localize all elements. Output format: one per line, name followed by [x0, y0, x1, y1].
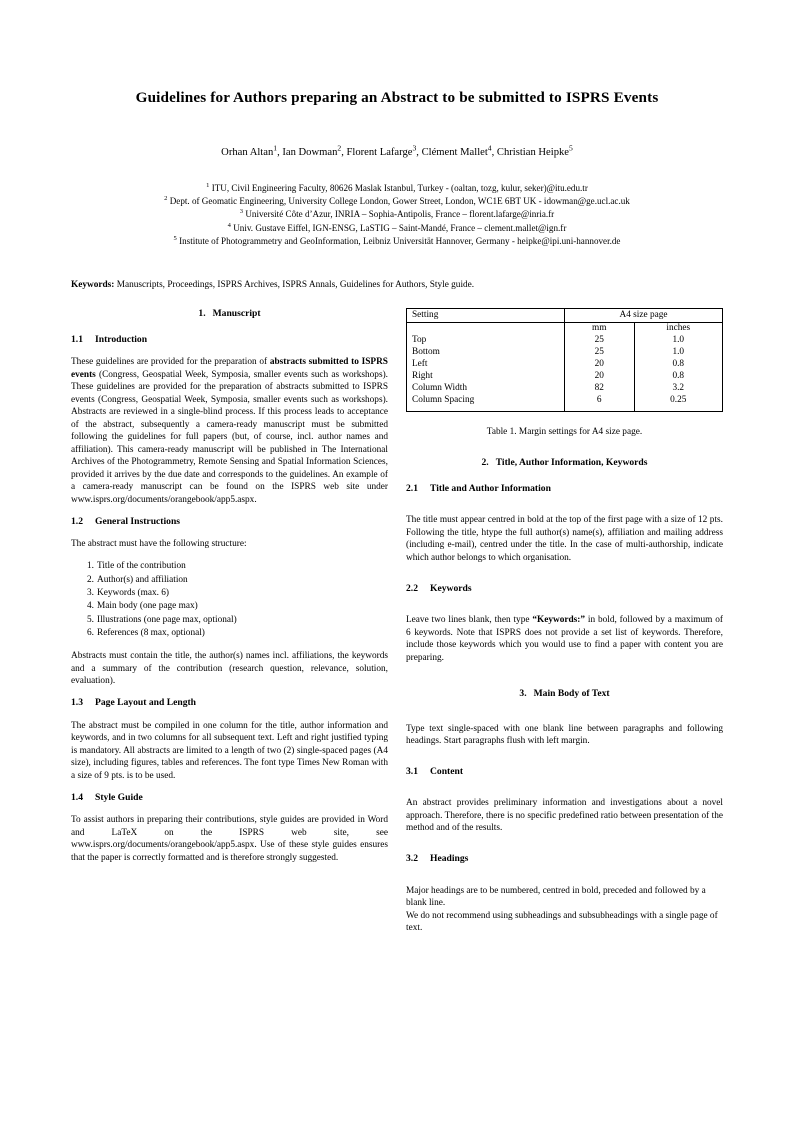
subsection-title: Page Layout and Length [95, 697, 197, 709]
affiliation-text: ITU, Civil Engineering Faculty, 80626 Maslak Istanbul, Turkey - (oaltan, tozg, kulur, seker)@itu.edu.tr [211, 182, 588, 193]
table-row [407, 395, 723, 411]
author-entry [282, 143, 342, 158]
paper-page [71, 0, 723, 1123]
keywords-label: Keywords: [71, 279, 115, 290]
table-cell-inches: 1.0 [634, 335, 722, 347]
heading-section-2 [406, 457, 723, 470]
author-separator: , [277, 147, 283, 158]
table-margin-settings-wrapper [406, 308, 723, 412]
table-header-row [407, 309, 723, 323]
affiliation-text: Dept. of Geomatic Engineering, University College London, Gower Street, London, WC1E 6BT UK - idowman@ge.ucl.ac.uk [169, 196, 630, 207]
paragraph-emphasis: “Keywords:” [532, 615, 586, 626]
section-title: Main Body of Text [533, 687, 610, 699]
table-caption: Table 1. Margin settings for A4 size page. [486, 426, 643, 437]
table-row [407, 371, 723, 383]
subsection-title: Introduction [95, 333, 148, 345]
affiliation-marker: 3 [239, 208, 244, 216]
subsection-title: Style Guide [95, 791, 143, 803]
author-affiliation-marker: 2 [337, 143, 342, 153]
subsection-number: 1.3 [71, 697, 83, 709]
heading-section-3-1 [406, 766, 723, 779]
table-subheader-inches: inches [634, 322, 722, 334]
right-column [406, 308, 723, 944]
affiliation-text: Univ. Gustave Eiffel, IGN-ENSG, LaSTIG – Saint-Mandé, France – clement.mallet@ign.fr [233, 222, 567, 233]
author-name: Clément Mallet [421, 147, 488, 158]
section-number: 1. [198, 308, 206, 319]
author-name: Ian Dowman [282, 147, 338, 158]
spacer [406, 605, 723, 614]
table-cell-mm: 25 [565, 335, 635, 347]
author-entry [496, 143, 573, 158]
spacer [406, 788, 723, 797]
author-affiliation-marker: 5 [569, 143, 573, 153]
page-title: Guidelines for Authors preparing an Abstract to be submitted to ISPRS Events [135, 89, 659, 106]
paragraph-emphasis: abstracts submitted to ISPRS events [71, 357, 388, 380]
affiliation-text: Institute of Photogrammetry and GeoInformation, Leibniz Universität Hannover, Germany - heipke@ipi.uni-hannover.de [179, 236, 621, 247]
affiliation-item [71, 208, 723, 221]
affiliation-item [71, 222, 723, 235]
paragraph-text-part: (Congress, Geospatial Week, Symposia, smaller events such as workshops). These guidelines are provided for the preparation of abstracts submitted to ISPRS events (Congress, Geospatial Week, Symposia, smaller events such as workshops). Abstracts are reviewed in a single-blind process. If this process leads to acceptance of the abstract, subsequently a camera-ready manuscript must be submitted following the guidelines for full papers (but, of course, incl. author names and affiliation). This camera-ready manuscript will be published in The International Archives of the Photogrammetry, Remote Sensing and Spatial Information Sciences, provided it arrives by the due date and corresponds to the guidelines. An example of a camera-ready manuscript can be found on the ISPRS web site under www.isprs.org/documents/orangebook/app5.aspx. [71, 369, 388, 505]
author-separator: , [341, 147, 347, 158]
affiliation-text: Université Côte d’Azur, INRIA – Sophia-Antipolis, France – florent.lafarge@inria.fr [245, 209, 555, 220]
table-cell-inches: 0.25 [634, 395, 722, 411]
section-number: 3. [519, 687, 527, 699]
table-margin-settings [406, 308, 723, 412]
table-cell-inches: 0.8 [634, 359, 722, 371]
table-cell-setting: Right [407, 371, 565, 383]
author-list [71, 143, 723, 160]
body-columns [71, 308, 723, 944]
spacer [406, 876, 723, 885]
list-item: Title of the contribution [97, 561, 186, 572]
keywords-text: Manuscripts, Proceedings, ISPRS Archives, ISPRS Annals, Guidelines for Authors, Style guide. [116, 279, 475, 290]
table-cell-mm: 6 [565, 395, 635, 411]
affiliation-item [71, 235, 723, 248]
list-item: Illustrations (one page max, optional) [97, 614, 237, 625]
subsection-number: 1.4 [71, 791, 83, 803]
structure-list [71, 560, 388, 640]
heading-section-2-1 [406, 483, 723, 496]
affiliation-item [71, 182, 723, 195]
author-entry [346, 143, 417, 158]
subsection-title: Content [430, 766, 464, 778]
spacer [406, 505, 723, 514]
affiliation-marker: 4 [227, 221, 231, 229]
subsection-title: Headings [430, 853, 469, 865]
section-title: Manuscript [212, 308, 261, 319]
affiliation-marker: 5 [173, 235, 177, 243]
left-column [71, 308, 388, 944]
subsection-number: 2.2 [406, 582, 418, 594]
author-entry [421, 143, 492, 158]
heading-section-1 [71, 308, 388, 321]
paragraph-keywords-guidance [406, 614, 723, 664]
list-item: Keywords (max. 6) [97, 587, 170, 598]
keywords-line [71, 279, 723, 291]
table-cell-inches: 0.8 [634, 371, 722, 383]
table-cell-mm: 25 [565, 347, 635, 359]
author-entry [221, 143, 278, 158]
author-name: Orhan Altan [221, 147, 274, 158]
affiliation-list [71, 182, 723, 249]
heading-section-1-2 [71, 516, 388, 529]
spacer [406, 438, 723, 457]
heading-section-3-2 [406, 853, 723, 866]
spacer [406, 574, 723, 583]
table-row [407, 335, 723, 347]
author-name: Christian Heipke [496, 147, 569, 158]
author-separator: , [491, 147, 497, 158]
paragraph-page-layout: The abstract must be compiled in one column for the title, author information and keywords, and in two columns for all subsequent text. Left and right justified typing is mandatory. All abstracts are limited to a length of two (2) single-spaced pages (A4 size), including figures, tables and references. The font type Times New Roman with a size of 9 pts. is to be used. [71, 720, 388, 781]
author-affiliation-marker: 3 [412, 143, 417, 153]
heading-section-1-4 [71, 792, 388, 805]
section-title: Title, Author Information, Keywords [495, 457, 648, 468]
paragraph-content: An abstract provides preliminary information and investigations about a novel approach. Therefore, there is no specific predefined ratio between presentation of the method and of the results. [406, 798, 723, 834]
table-row [407, 359, 723, 371]
table-header-page: A4 size page [565, 309, 723, 323]
paragraph-text-part: These guidelines are provided for the preparation of [71, 357, 270, 368]
paragraph-headings-a: Major headings are to be numbered, centred in bold, preceded and followed by a blank line. [406, 885, 706, 909]
paragraph-main-body-intro: Type text single-spaced with one blank line between paragraphs and following headings. Start paragraphs flush with left margin. [406, 723, 723, 747]
spacer [406, 714, 723, 723]
subsection-number: 2.1 [406, 482, 418, 494]
list-item: Author(s) and affiliation [97, 574, 188, 585]
author-affiliation-marker: 4 [487, 143, 492, 153]
subsection-number: 3.1 [406, 766, 418, 778]
spacer [406, 844, 723, 853]
paragraph-headings-b: We do not recommend using subheadings and subsubheadings with a single page of text. [406, 910, 718, 934]
paragraph-style-guide: To assist authors in preparing their contributions, style guides are provided in Word and LaTeX on the ISPRS web site, see www.isprs.org/documents/orangebook/app5.aspx. Use of these style guides ensures that the paper is correctly formatted and is therefore strongly suggested. [71, 815, 388, 863]
subsection-number: 1.2 [71, 515, 83, 527]
paragraph-text-part: Leave two lines blank, then type [406, 615, 533, 626]
subsection-title: General Instructions [95, 515, 181, 527]
paragraph-title-author-info: The title must appear centred in bold at the top of the first page with a size of 12 pts. Following the title, htype the full author(s) name(s), affiliation and mailing address (including e-mail), centred under the title. In the case of multi-authorship, indicate which author belongs to which organisation. [406, 515, 723, 563]
table-cell-setting: Left [407, 359, 565, 371]
table-cell-mm: 20 [565, 371, 635, 383]
affiliation-marker: 1 [206, 181, 210, 189]
table-subheader-mm: mm [565, 322, 635, 334]
paragraph-text-part: in bold, followed by a maximum of 6 keywords. Note that ISPRS does not provide a set list of keywords. Therefore, include those keywords which you would use to find a paper with content you are preparing. [406, 615, 723, 663]
affiliation-marker: 2 [164, 195, 168, 203]
table-cell-inches: 1.0 [634, 347, 722, 359]
table-cell-mm: 20 [565, 359, 635, 371]
spacer [406, 757, 723, 766]
table-cell-mm: 82 [565, 383, 635, 395]
table-header-setting: Setting [407, 309, 565, 323]
subsection-title: Keywords [430, 582, 472, 594]
subsection-number: 3.2 [406, 853, 418, 865]
table-row [407, 383, 723, 395]
section-number: 2. [481, 457, 489, 468]
affiliation-item [71, 195, 723, 208]
paragraph-abstract-contents: Abstracts must contain the title, the author(s) names incl. affiliations, the keywords and a summary of the contribution (research question, relevance, solution, evaluation). [71, 651, 388, 687]
subsection-number: 1.1 [71, 333, 83, 345]
heading-section-1-3 [71, 697, 388, 710]
table-row [407, 347, 723, 359]
table-subheader-blank [407, 322, 565, 334]
heading-section-2-2 [406, 583, 723, 596]
table-cell-setting: Top [407, 335, 565, 347]
author-name: Florent Lafarge [346, 147, 413, 158]
list-item: Main body (one page max) [97, 601, 198, 612]
table-subheader-row [407, 322, 723, 334]
heading-section-1-1 [71, 334, 388, 347]
subsection-title: Title and Author Information [430, 482, 551, 494]
table-cell-setting: Bottom [407, 347, 565, 359]
heading-section-3 [406, 688, 723, 701]
spacer [406, 674, 723, 688]
table-cell-setting: Column Spacing [407, 395, 565, 411]
paragraph-introduction [71, 356, 388, 506]
table-cell-setting: Column Width [407, 383, 565, 395]
author-separator: , [416, 147, 422, 158]
author-affiliation-marker: 1 [273, 143, 278, 153]
paragraph-structure-intro: The abstract must have the following structure: [71, 539, 247, 550]
list-item: References (8 max, optional) [97, 628, 205, 639]
table-cell-inches: 3.2 [634, 383, 722, 395]
